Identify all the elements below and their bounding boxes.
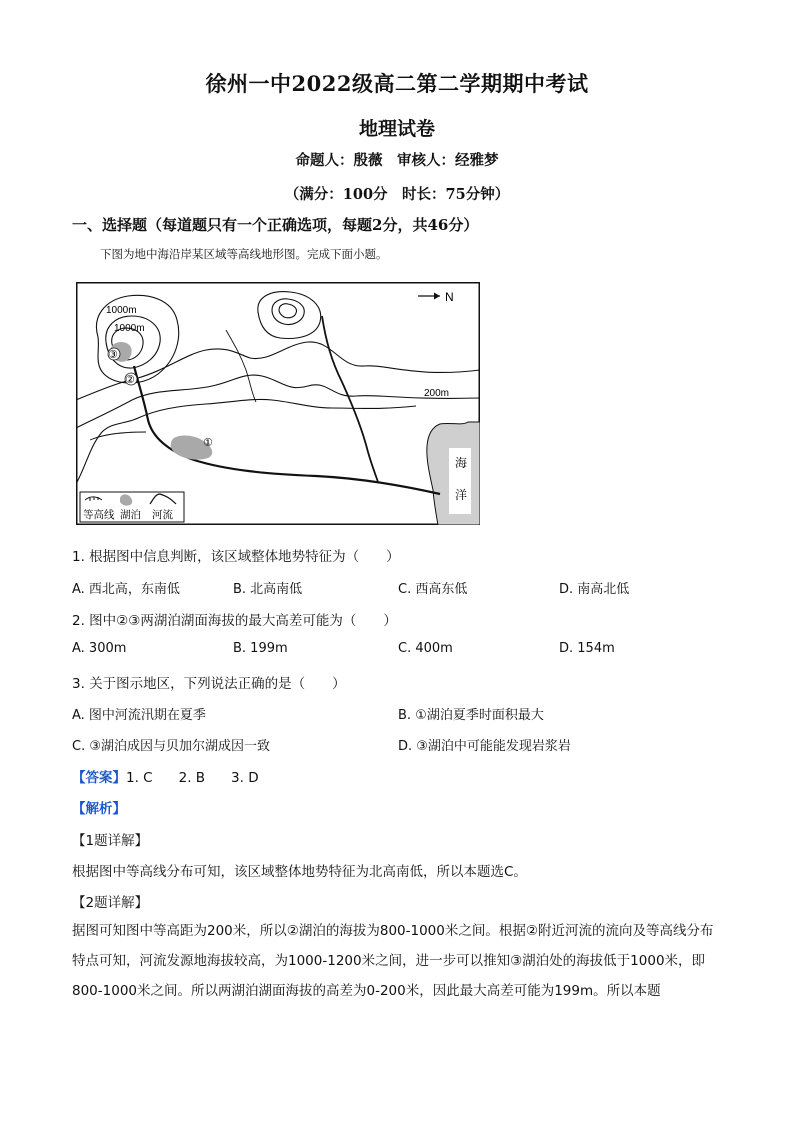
q3-option-d: D. ③湖泊中可能能发现岩浆岩 (398, 739, 571, 754)
q1-option-d: D. 南高北低 (559, 582, 630, 597)
q2-option-c: C. 400m (398, 641, 453, 656)
q3-option-c: C. ③湖泊成因与贝加尔湖成因一致 (72, 739, 270, 754)
exam-title: 徐州一中2022级高二第二学期期中考试 (205, 71, 589, 96)
north-label: N (445, 290, 454, 304)
subject-title: 地理试卷 (358, 118, 435, 140)
q1-option-b: B. 北高南低 (233, 582, 303, 597)
q3-option-a: A. 图中河流汛期在夏季 (72, 708, 206, 723)
q3-option-b: B. ①湖泊夏季时面积最大 (398, 708, 544, 723)
q1-option-a: A. 西北高，东南低 (72, 582, 180, 597)
contour-label: 1000m (106, 305, 137, 316)
q1-analysis-text: 根据图中等高线分布可知，该区域整体地势特征为北高南低，所以本题选C。 (72, 864, 527, 880)
q2-analysis-text: 据图可知图中等高距为200米，所以②湖泊的海拔为800-1000米之间。根据②附近河流的流向及等高线分布特点可知，河流发源地海拔较高，为1000-1200米之间，进一步可以推知③湖泊处的海拔低于1000米，即800-1000米之间。所以两湖泊湖面海拔的高差为0-200米，因此最大高差可能为199m。所以本题 (72, 923, 714, 999)
lake-marker-3: ③ (108, 349, 118, 361)
ocean-label-2: 洋 (455, 488, 468, 502)
legend-river-label: 河流 (152, 509, 173, 521)
answer-label: 【答案】 (72, 770, 126, 786)
answer-item: 3. D (231, 770, 259, 786)
legend-contour-label: 等高线 (83, 509, 115, 521)
q2-option-a: A. 300m (72, 641, 127, 656)
q1-option-c: C. 西高东低 (398, 582, 468, 597)
answer-item: 1. C (126, 770, 153, 786)
q2-option-d: D. 154m (559, 641, 615, 656)
contour-label: 200m (424, 388, 450, 399)
question-3-stem: 3. 关于图示地区，下列说法正确的是（ ） (72, 676, 346, 692)
question-2-stem: 2. 图中②③两湖泊湖面海拔的最大高差可能为（ ） (72, 613, 397, 629)
answer-item: 2. B (178, 770, 206, 786)
section-intro: 下图为地中海沿岸某区域等高线地形图。完成下面小题。 (100, 247, 388, 261)
question-1-stem: 1. 根据图中信息判断，该区域整体地势特征为（ ） (72, 549, 400, 565)
q1-analysis-heading: 【1题详解】 (72, 833, 149, 849)
contour-label: 1000m (114, 323, 145, 334)
lake-marker-2: ② (125, 374, 135, 386)
analysis-label-line (72, 797, 126, 817)
q2-option-b: B. 199m (233, 641, 288, 656)
contour-map-figure (76, 282, 480, 525)
map-frame (77, 283, 480, 525)
ocean-label-1: 海 (455, 456, 468, 470)
exam-meta: （满分：100分 时长：75分钟） (284, 186, 510, 203)
answer-line (72, 766, 259, 786)
q2-analysis-heading: 【2题详解】 (72, 895, 149, 911)
legend-lake-label: 湖泊 (120, 509, 141, 521)
analysis-label: 【解析】 (72, 801, 126, 817)
lake-marker-1: ① (203, 437, 213, 449)
authors-line: 命题人：殷薇 审核人：经雅梦 (295, 152, 499, 169)
section-heading: 一、选择题（每道题只有一个正确选项，每题2分，共46分） (72, 216, 479, 234)
